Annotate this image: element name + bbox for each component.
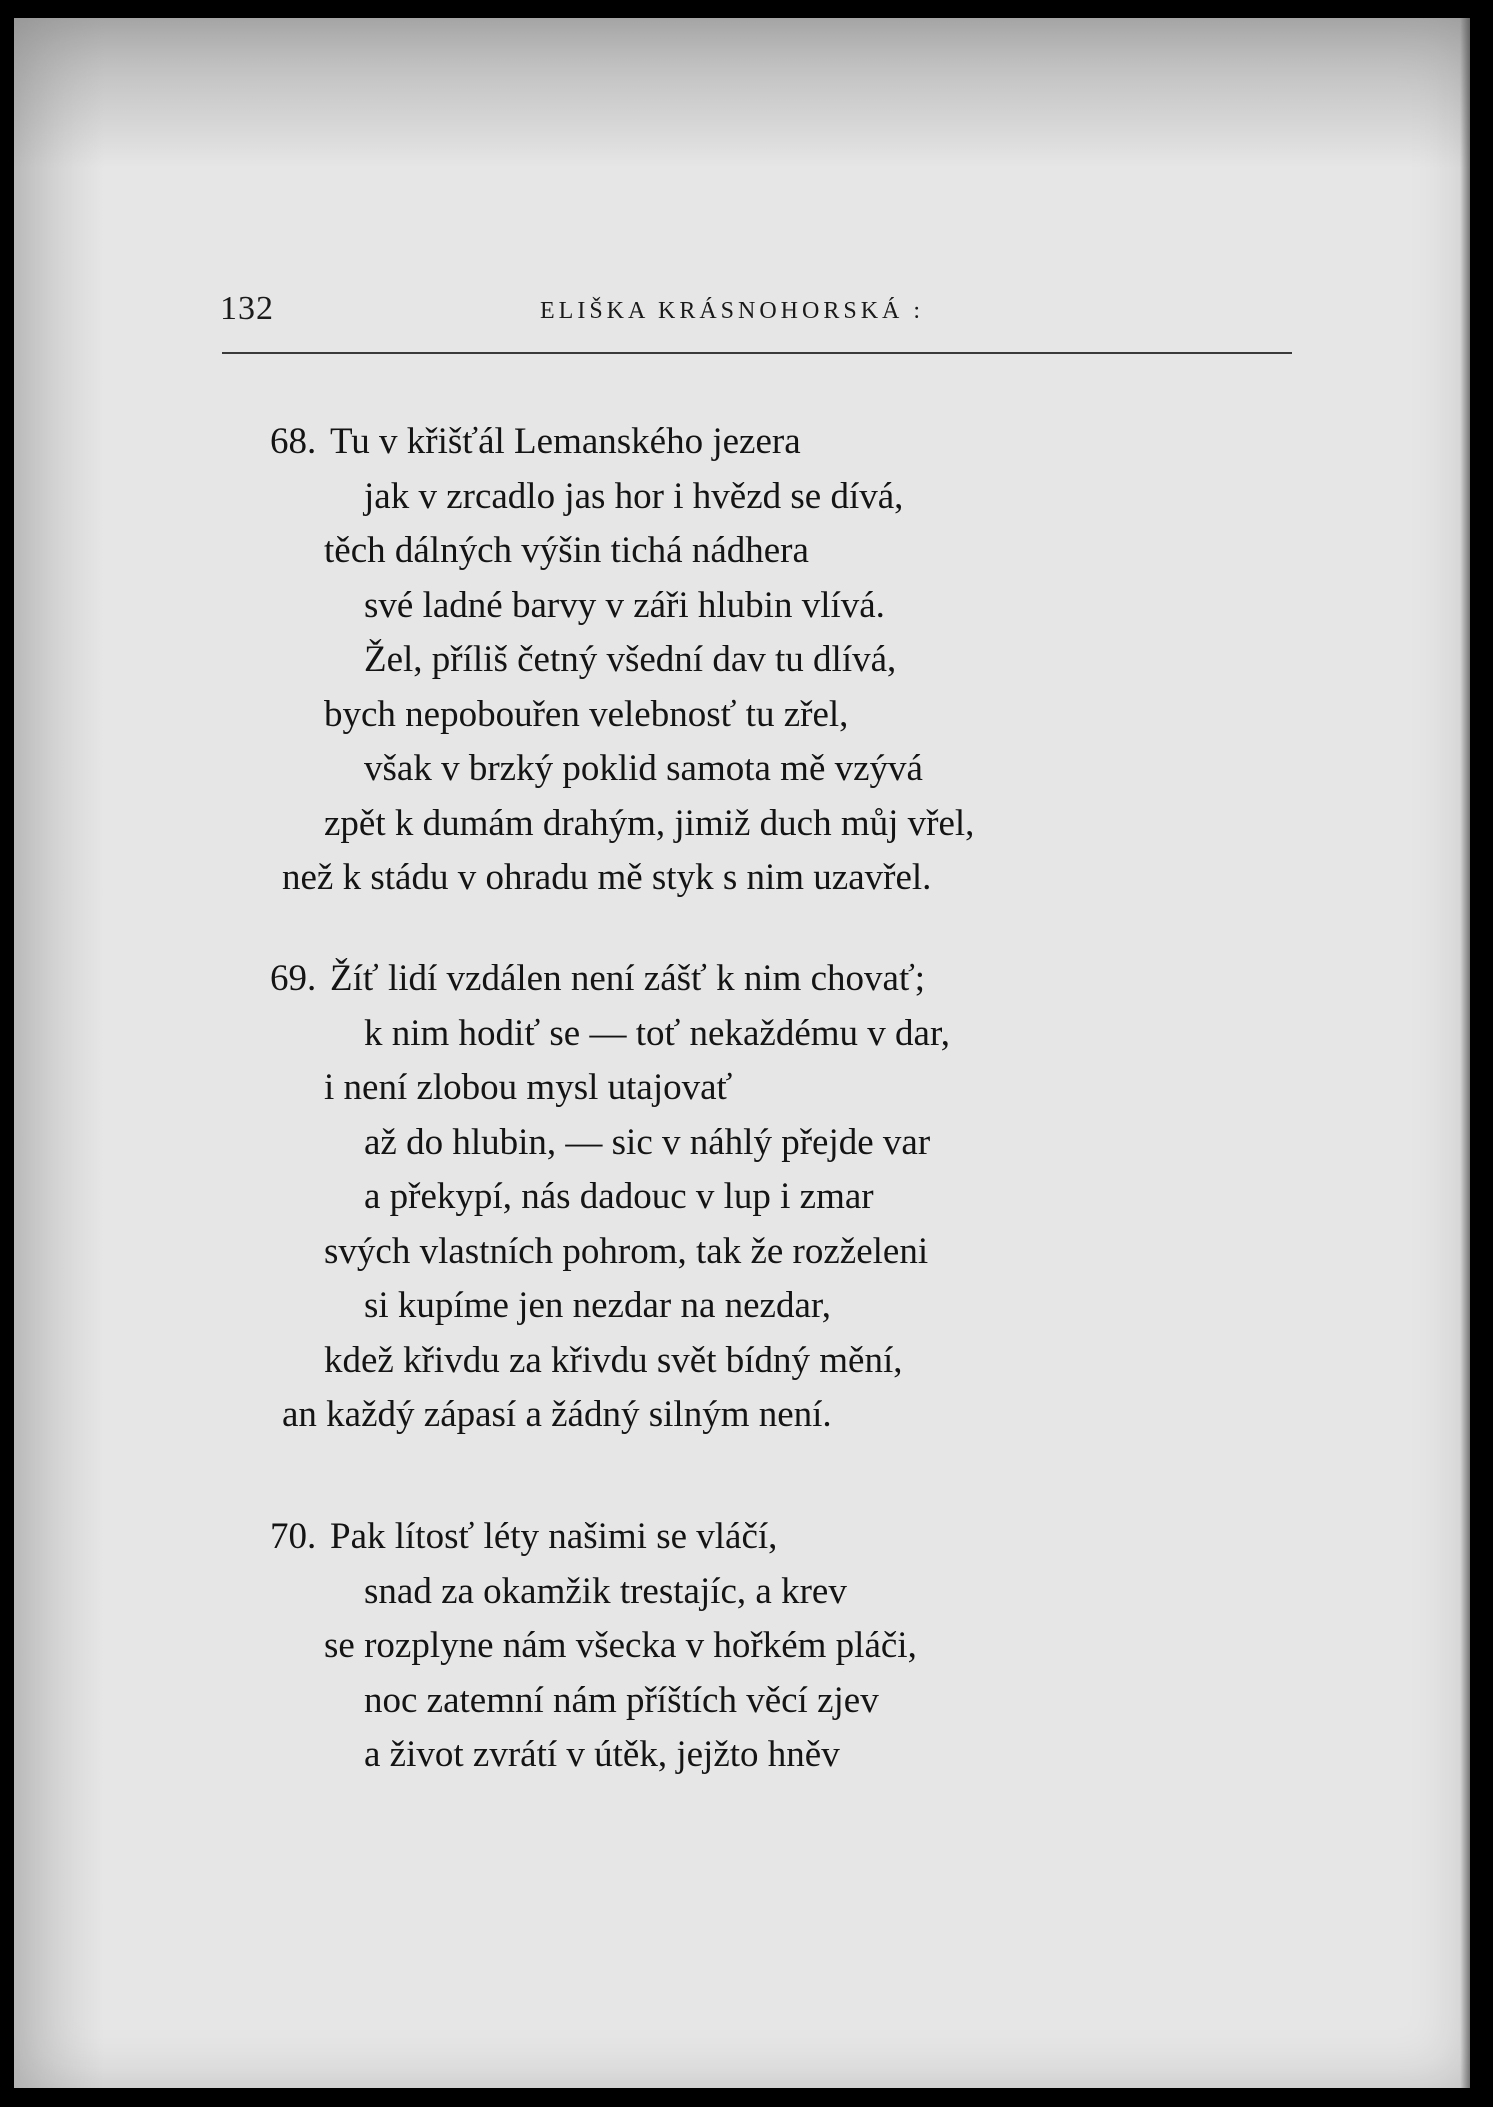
verse-text: k nim hodiť se — toť nekaždému v dar, [364, 1012, 951, 1054]
verse-text: si kupíme jen nezdar na nezdar, [364, 1285, 831, 1326]
stanza-number: 70. [270, 1516, 317, 1557]
verse-line [282, 851, 974, 906]
stanza-number: 68. [270, 421, 317, 462]
verse-line [330, 1170, 950, 1225]
verse-line [324, 688, 974, 743]
verse-text: než k stádu v ohradu mě styk s nim uzavřel. [282, 857, 932, 898]
verse-text: kdež křivdu za křivdu svět bídný mění, [324, 1339, 903, 1381]
page-stain-left [14, 18, 104, 2088]
verse-text: an každý zápasí a žádný silným není. [282, 1394, 832, 1435]
page-number: 132 [220, 290, 274, 327]
page-edge [1460, 18, 1470, 2088]
stanza-number: 69. [270, 958, 317, 999]
verse-text: jak v zrcadlo jas hor i hvězd se dívá, [364, 475, 904, 517]
stanza-70 [270, 1510, 917, 1783]
verse-text: své ladné barvy v záři hlubin vlívá. [364, 584, 885, 626]
verse-text: Žíť lidí vzdálen není zášť k nim chovať; [330, 958, 926, 999]
verse-line [324, 797, 974, 852]
verse-text: noc zatemní nám příštích věcí zjev [364, 1679, 879, 1721]
verse-line [330, 1674, 917, 1729]
verse-line [324, 1334, 950, 1389]
verse-text: snad za okamžik trestajíc, a krev [364, 1570, 847, 1612]
verse-text: Žel, příliš četný všední dav tu dlívá, [364, 639, 897, 680]
verse-line [270, 1510, 917, 1565]
verse-line [324, 524, 974, 579]
verse-text: bych nepobouřen velebnosť tu zřel, [324, 693, 849, 735]
verse-line [330, 633, 974, 688]
verse-text: i není zlobou mysl utajovať [324, 1067, 733, 1108]
verse-line [324, 1619, 917, 1674]
verse-text: svých vlastních pohrom, tak že rozželeni [324, 1230, 929, 1272]
verse-line [330, 470, 974, 525]
verse-line [330, 1007, 950, 1062]
running-head: ELIŠKA KRÁSNOHORSKÁ : [540, 298, 925, 324]
verse-line [330, 1728, 917, 1783]
verse-line [270, 952, 950, 1007]
verse-line [330, 579, 974, 634]
verse-text: Tu v křišťál Lemanského jezera [330, 421, 801, 462]
stanza-68 [270, 415, 975, 906]
verse-text: Pak lítosť léty našimi se vláčí, [330, 1516, 778, 1557]
verse-line [330, 1279, 950, 1334]
stanza-69 [270, 952, 951, 1443]
verse-text: těch dálných výšin tichá nádhera [324, 530, 809, 571]
page-stain-top [14, 18, 1470, 168]
page-header [220, 290, 1290, 334]
verse-text: se rozplyne nám všecka v hořkém pláči, [324, 1625, 917, 1666]
verse-text: a život zvrátí v útěk, jejžto hněv [364, 1734, 840, 1775]
verse-line [330, 1565, 917, 1620]
verse-line [324, 1225, 950, 1280]
verse-text: až do hlubin, — sic v náhlý přejde var [364, 1121, 931, 1163]
header-rule [222, 352, 1292, 354]
verse-text: však v brzký poklid samota mě vzývá [364, 748, 923, 789]
verse-line [330, 742, 974, 797]
verse-line [282, 1388, 950, 1443]
verse-line [330, 1116, 950, 1171]
verse-text: zpět k dumám drahým, jimiž duch můj vřel, [324, 802, 975, 844]
verse-line [270, 415, 974, 470]
verse-text: a překypí, nás dadouc v lup i zmar [364, 1176, 874, 1217]
verse-line [324, 1061, 950, 1116]
